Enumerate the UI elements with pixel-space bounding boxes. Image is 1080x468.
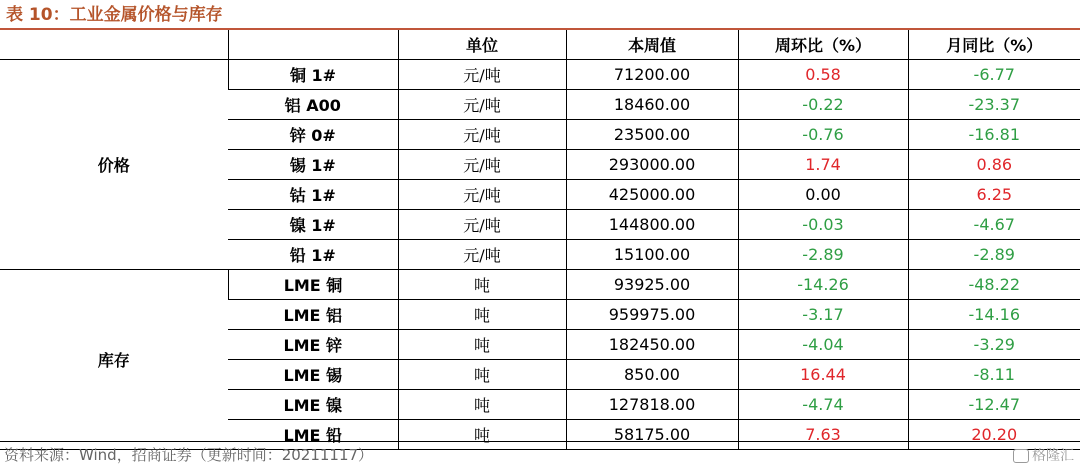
table-row: [0, 60, 1080, 90]
metal-name-cell: 锌 0#: [228, 120, 398, 150]
value-cell: 144800.00: [566, 210, 738, 240]
unit-cell: 元/吨: [398, 150, 566, 180]
wow-change-cell: -0.76: [738, 120, 908, 150]
watermark: [1013, 446, 1074, 466]
header-mom: 月同比（%）: [908, 30, 1080, 60]
mom-change-cell: 20.20: [908, 420, 1080, 450]
unit-cell: 吨: [398, 420, 566, 450]
value-cell: 71200.00: [566, 60, 738, 90]
wow-change-cell: -14.26: [738, 270, 908, 300]
wow-change-cell: 7.63: [738, 420, 908, 450]
metal-name-cell: LME 锌: [228, 330, 398, 360]
unit-cell: 吨: [398, 360, 566, 390]
metal-name-cell: 铜 1#: [228, 60, 398, 90]
unit-cell: 元/吨: [398, 210, 566, 240]
value-cell: 850.00: [566, 360, 738, 390]
wow-change-cell: 1.74: [738, 150, 908, 180]
table-title: 表 10：工业金属价格与库存: [6, 5, 223, 25]
metal-name-cell: LME 铜: [228, 270, 398, 300]
metal-name-cell: LME 铅: [228, 420, 398, 450]
mom-change-cell: -3.29: [908, 330, 1080, 360]
header-name: [228, 30, 398, 60]
wow-change-cell: -4.04: [738, 330, 908, 360]
table-body: [0, 60, 1080, 450]
header-wow: 周环比（%）: [738, 30, 908, 60]
value-cell: 58175.00: [566, 420, 738, 450]
metal-name-cell: 锡 1#: [228, 150, 398, 180]
source-note: 资料来源：Wind，招商证券（更新时间：20211117）: [4, 446, 374, 464]
mom-change-cell: -16.81: [908, 120, 1080, 150]
watermark-text: 格隆汇: [1032, 448, 1074, 464]
metal-name-cell: LME 锡: [228, 360, 398, 390]
wow-change-cell: -3.17: [738, 300, 908, 330]
header-unit: 单位: [398, 30, 566, 60]
wow-change-cell: -4.74: [738, 390, 908, 420]
mom-change-cell: -2.89: [908, 240, 1080, 270]
header-row: [0, 30, 1080, 60]
header-value: 本周值: [566, 30, 738, 60]
metal-name-cell: LME 镍: [228, 390, 398, 420]
metal-name-cell: 钴 1#: [228, 180, 398, 210]
mom-change-cell: -48.22: [908, 270, 1080, 300]
mom-change-cell: -4.67: [908, 210, 1080, 240]
value-cell: 93925.00: [566, 270, 738, 300]
wow-change-cell: -0.03: [738, 210, 908, 240]
unit-cell: 元/吨: [398, 120, 566, 150]
value-cell: 127818.00: [566, 390, 738, 420]
wow-change-cell: -0.22: [738, 90, 908, 120]
value-cell: 15100.00: [566, 240, 738, 270]
mom-change-cell: 6.25: [908, 180, 1080, 210]
unit-cell: 吨: [398, 270, 566, 300]
mom-change-cell: -12.47: [908, 390, 1080, 420]
value-cell: 293000.00: [566, 150, 738, 180]
bottom-rule: [0, 441, 1080, 442]
unit-cell: 吨: [398, 300, 566, 330]
value-cell: 959975.00: [566, 300, 738, 330]
wow-change-cell: 0.58: [738, 60, 908, 90]
mom-change-cell: -23.37: [908, 90, 1080, 120]
mom-change-cell: 0.86: [908, 150, 1080, 180]
wow-change-cell: 16.44: [738, 360, 908, 390]
mom-change-cell: -8.11: [908, 360, 1080, 390]
metals-table: [0, 30, 1080, 450]
metal-name-cell: 镍 1#: [228, 210, 398, 240]
header-category: [0, 30, 228, 60]
value-cell: 182450.00: [566, 330, 738, 360]
table-row: [0, 270, 1080, 300]
unit-cell: 元/吨: [398, 180, 566, 210]
unit-cell: 吨: [398, 390, 566, 420]
value-cell: 425000.00: [566, 180, 738, 210]
wow-change-cell: -2.89: [738, 240, 908, 270]
value-cell: 23500.00: [566, 120, 738, 150]
metal-name-cell: 铝 A00: [228, 90, 398, 120]
metal-name-cell: 铅 1#: [228, 240, 398, 270]
category-cell: 价格: [0, 60, 228, 270]
wow-change-cell: 0.00: [738, 180, 908, 210]
unit-cell: 元/吨: [398, 240, 566, 270]
mom-change-cell: -6.77: [908, 60, 1080, 90]
unit-cell: 吨: [398, 330, 566, 360]
mom-change-cell: -14.16: [908, 300, 1080, 330]
category-cell: 库存: [0, 270, 228, 450]
unit-cell: 元/吨: [398, 90, 566, 120]
watermark-logo-icon: [1013, 449, 1029, 463]
metal-name-cell: LME 铝: [228, 300, 398, 330]
unit-cell: 元/吨: [398, 60, 566, 90]
value-cell: 18460.00: [566, 90, 738, 120]
